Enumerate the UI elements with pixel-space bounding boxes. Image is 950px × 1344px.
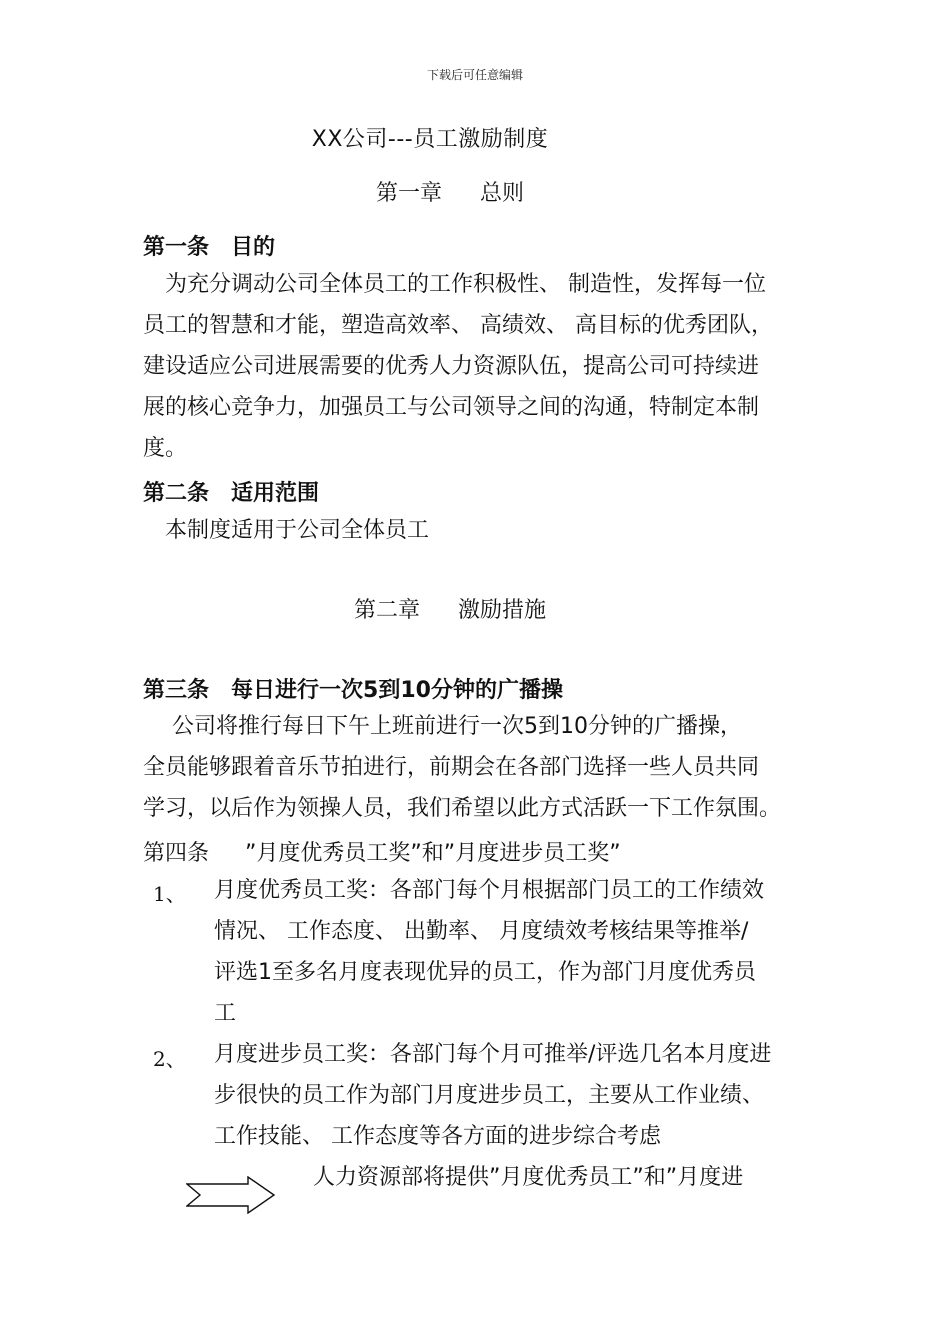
article-4-heading <box>143 836 621 867</box>
article-3-line: 全员能够跟着音乐节拍进行，前期会在各部门选择一些人员共同 <box>143 755 760 780</box>
arrow-note-text: 人力资源部将提供”月度优秀员工”和”月度进 <box>313 1165 744 1190</box>
header-note: 下载后可任意编辑 <box>426 68 523 82</box>
article-3-body <box>143 706 807 829</box>
chapter-1-heading <box>0 176 900 207</box>
article-3-line: 学习，以后作为领操人员，我们希望以此方式活跃一下工作氛围。 <box>143 796 782 821</box>
chapter-1-name: 总则 <box>480 181 525 206</box>
chapter-2-number: 第二章 <box>353 598 420 623</box>
article-1-line: 展的核心竞争力，加强员工与公司领导之间的沟通，特制定本制 <box>143 395 760 420</box>
list-item-2-number: 2、 <box>153 1047 186 1071</box>
chapter-2-name: 激励措施 <box>458 598 547 623</box>
article-3-heading <box>143 673 563 704</box>
article-1-line: 度。 <box>143 436 188 461</box>
article-2-name: 适用范围 <box>231 481 320 506</box>
article-2-number: 第二条 <box>143 481 210 506</box>
article-3-name: 每日进行一次5到10分钟的广播操 <box>231 678 563 703</box>
list-item-2-line: 月度进步员工奖：各部门每个月可推举/评选几名本月度进 <box>214 1042 772 1067</box>
chapter-2-heading <box>0 593 900 624</box>
article-1-number: 第一条 <box>143 235 210 260</box>
list-item-1-line: 月度优秀员工奖：各部门每个月根据部门员工的工作绩效 <box>214 878 765 903</box>
list-item-2-body <box>214 1034 808 1157</box>
article-4-number: 第四条 <box>143 841 210 866</box>
article-1-heading <box>143 230 275 261</box>
article-3-line: 公司将推行每日下午上班前进行一次5到10分钟的广播操， <box>143 714 742 739</box>
document-title: XX公司---员工激励制度 <box>311 127 549 152</box>
article-2-text: 本制度适用于公司全体员工 <box>143 518 430 543</box>
chapter-1-number: 第一章 <box>375 181 442 206</box>
article-1-name: 目的 <box>231 235 276 260</box>
list-item-1-body <box>214 870 808 1034</box>
list-item-1-number: 1、 <box>153 882 186 906</box>
list-item-1-line: 评选1至多名月度表现优异的员工，作为部门月度优秀员 <box>214 960 756 985</box>
article-2-body <box>143 510 807 551</box>
list-item-2-line: 步很快的员工作为部门月度进步员工，主要从工作业绩、 <box>214 1083 765 1108</box>
article-3-number: 第三条 <box>143 678 210 703</box>
article-1-body <box>143 264 807 469</box>
article-2-heading <box>143 476 319 507</box>
list-item-1-line: 工 <box>214 1001 237 1026</box>
article-1-line: 为充分调动公司全体员工的工作积极性、 制造性，发挥每一位 <box>143 272 766 297</box>
list-item-1-line: 情况、 工作态度、 出勤率、 月度绩效考核结果等推举/ <box>214 919 749 944</box>
article-1-line: 建设适应公司进展需要的优秀人力资源队伍，提高公司可持续进 <box>143 354 760 379</box>
right-arrow-icon <box>186 1176 276 1214</box>
list-item-2-line: 工作技能、 工作态度等各方面的进步综合考虑 <box>214 1124 661 1149</box>
article-4-name: ”月度优秀员工奖”和”月度进步员工奖” <box>245 841 621 866</box>
article-1-line: 员工的智慧和才能，塑造高效率、 高绩效、 高目标的优秀团队， <box>143 313 773 338</box>
